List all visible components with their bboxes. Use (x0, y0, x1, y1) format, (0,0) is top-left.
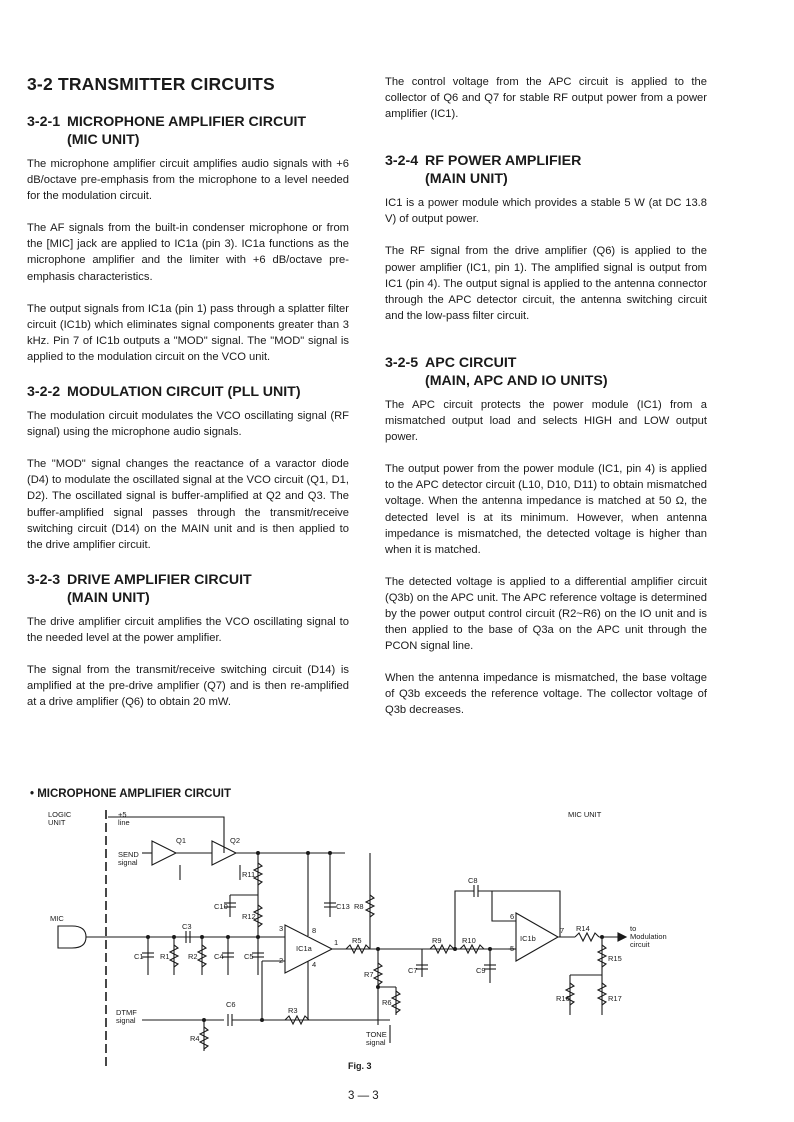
pin-label: 4 (312, 960, 317, 969)
left-column (27, 74, 349, 728)
paragraph: The output power from the power module (IC1, pin 4) is applied to the APC detector circuit (L10, D10, D11) to obtain mismatched voltage. When the antenna impedance is matched at 50 Ω, the detected level is at its minimum. However, when antenna impedance is mismatched, the detected voltage is higher than when it is matched. (385, 463, 707, 556)
c10-label: C10 (214, 902, 228, 911)
pin-label: 7 (560, 926, 565, 935)
q1-transistor-symbol (152, 841, 176, 865)
to-modulation-label: to (630, 924, 637, 933)
paragraph: When the antenna impedance is mismatched, the base voltage of Q3b exceeds the reference voltage. The collector voltage of Q3b decreases. (385, 672, 707, 717)
pin-label: 2 (279, 956, 284, 965)
r11-label: R11 (242, 870, 256, 879)
q2-label: Q2 (230, 836, 241, 845)
section-3-2-2 (27, 383, 349, 553)
plus5-line-label: line (118, 818, 130, 827)
section-heading (385, 152, 707, 188)
logic-unit-label: UNIT (48, 818, 66, 827)
paragraph: The RF signal from the drive amplifier (Q6) is applied to the power amplifier (IC1, pin 1). The amplified signal is output from IC1 (pin 4). The output signal is applied to the antenna connector through the APC detector circuit, the antenna switching circuit and the low-pass filter circuit. (385, 245, 707, 322)
pin-label: 8 (312, 926, 317, 935)
mic-jack-symbol (58, 926, 86, 948)
dtmf-signal-label: DTMF (116, 1008, 137, 1017)
c8-label: C8 (468, 876, 478, 885)
pin-label: 6 (510, 912, 515, 921)
c5-label: C5 (244, 952, 254, 961)
send-signal-label: SEND (118, 850, 139, 859)
pin-label: 5 (510, 944, 515, 953)
section-title: DRIVE AMPLIFIER CIRCUIT (67, 571, 252, 588)
section-3-2-4 (385, 152, 707, 324)
c3-label: C3 (182, 922, 192, 931)
mic-label: MIC (50, 914, 64, 923)
figure-caption: Fig. 3 (348, 1061, 372, 1071)
to-modulation-label: Modulation (630, 932, 667, 941)
section-number: 3-2-4 (385, 153, 419, 170)
r2-label: R2 (188, 952, 198, 961)
section-subtitle: (MAIN, APC AND IO UNITS) (425, 372, 608, 389)
section-number: 3-2-1 (27, 114, 61, 130)
paragraph: The modulation circuit modulates the VCO oscillating signal (RF signal) using the microphone audio signals. (27, 410, 349, 439)
section-title: RF POWER AMPLIFIER (425, 153, 582, 170)
r1-label: R1 (160, 952, 170, 961)
section-subtitle: (MAIN UNIT) (67, 589, 150, 606)
r12-label: R12 (242, 912, 256, 921)
c7-label: C7 (408, 966, 418, 975)
right-column (385, 74, 707, 737)
output-arrow (618, 933, 626, 941)
section-heading (27, 113, 349, 149)
figure-title: • MICROPHONE AMPLIFIER CIRCUIT (30, 788, 232, 800)
ic1a-label: IC1a (296, 944, 312, 953)
section-title: APC CIRCUIT (425, 354, 517, 371)
pin-label: 1 (334, 938, 339, 947)
microphone-amplifier-schematic (30, 805, 690, 1090)
paragraph: The AF signals from the built-in condenser microphone or from the [MIC] jack are applied to IC1a (pin 3). IC1a functions as the microphone amplifier and the limiter with +6 dB/octave pre-emphasis characteristics. (27, 222, 349, 283)
paragraph: The microphone amplifier circuit amplifies audio signals with +6 dB/octave pre-emphasis from the microphone to a level needed for the modulation circuit. (27, 158, 349, 203)
ic1b-label: IC1b (520, 934, 536, 943)
paragraph: The detected voltage is applied to a differential amplifier circuit (Q3b) on the APC unit. The APC reference voltage is determined by the power output control circuit (R2~R6) on the IO unit and is then applied to the base of Q3a on the APC unit through the PCON signal line. (385, 575, 707, 653)
paragraph: IC1 is a power module which provides a stable 5 W (at DC 13.8 V) of output power. (385, 197, 707, 226)
plus5-line-label: +5 (118, 810, 127, 819)
paragraph: The "MOD" signal changes the reactance of a varactor diode (D4) to modulate the oscillated signal at the VCO circuit (Q1, D1, D2). The oscillated signal is buffer-amplified at Q2 and Q3. The buffer-amplified signal passes through the transmit/receive switching circuit (D14) on the MAIN unit and is then applied to the drive amplifier circuit. (27, 458, 349, 551)
paragraph: The drive amplifier circuit amplifies the VCO oscillating signal to the needed level at the power amplifier. (27, 615, 349, 644)
r8-label: R8 (354, 902, 364, 911)
section-heading (27, 383, 349, 401)
c13-label: C13 (336, 902, 350, 911)
r7-label: R7 (364, 970, 374, 979)
tone-signal-label: TONE (366, 1030, 387, 1039)
r5-label: R5 (352, 936, 362, 945)
tone-signal-label: signal (366, 1038, 386, 1047)
c9-label: C9 (476, 966, 486, 975)
r6-label: R6 (382, 998, 392, 1007)
r10-label: R10 (462, 936, 476, 945)
mic-unit-label: MIC UNIT (568, 810, 602, 819)
r16-label: R16 (556, 994, 570, 1003)
c1-label: C1 (134, 952, 144, 961)
r15-label: R15 (608, 954, 622, 963)
paragraph: The control voltage from the APC circuit is applied to the collector of Q6 and Q7 for stable RF output power from a power amplifier (IC1). (385, 76, 707, 121)
section-title: MODULATION CIRCUIT (PLL UNIT) (67, 384, 301, 401)
r17-label: R17 (608, 994, 622, 1003)
r4-label: R4 (190, 1034, 200, 1043)
page-title: 3-2 TRANSMITTER CIRCUITS (27, 74, 275, 94)
section-subtitle: (MAIN UNIT) (425, 171, 508, 188)
r9-label: R9 (432, 936, 442, 945)
section-number: 3-2-3 (27, 571, 61, 588)
q1-label: Q1 (176, 836, 187, 845)
section-heading (385, 354, 707, 390)
paragraph: The signal from the transmit/receive switching circuit (D14) is amplified at the pre-drive amplifier (Q7) and is then re-amplified at a drive amplifier (Q6) to obtain 20 mW. (27, 663, 349, 709)
section-number: 3-2-5 (385, 354, 419, 371)
logic-unit-label: LOGIC (48, 810, 72, 819)
section-number: 3-2-2 (27, 384, 61, 401)
to-modulation-label: circuit (630, 940, 650, 949)
page-number: 3 — 3 (348, 1090, 379, 1102)
c4-label: C4 (214, 952, 224, 961)
pin-label: 3 (279, 924, 284, 933)
paragraph: The output signals from IC1a (pin 1) pass through a splatter filter circuit (IC1b) which eliminates signal components greater than 3 kHz. Pin 7 of IC1b outputs a "MOD" signal. The "MOD" signal is applied to the modulation circuit on the VCO unit. (27, 302, 349, 363)
section-subtitle: (MIC UNIT) (67, 132, 140, 148)
section-3-2-1 (27, 113, 349, 365)
section-3-2-5 (385, 354, 707, 719)
section-heading (27, 571, 349, 607)
r3-label: R3 (288, 1006, 298, 1015)
send-signal-label: signal (118, 858, 138, 867)
paragraph: The APC circuit protects the power module (IC1) from a mismatched output load and selects HIGH and LOW output power. (385, 398, 707, 444)
dtmf-signal-label: signal (116, 1016, 136, 1025)
section-3-2-3 (27, 571, 349, 710)
c6-label: C6 (226, 1000, 236, 1009)
r14-label: R14 (576, 924, 590, 933)
section-title: MICROPHONE AMPLIFIER CIRCUIT (67, 114, 307, 130)
